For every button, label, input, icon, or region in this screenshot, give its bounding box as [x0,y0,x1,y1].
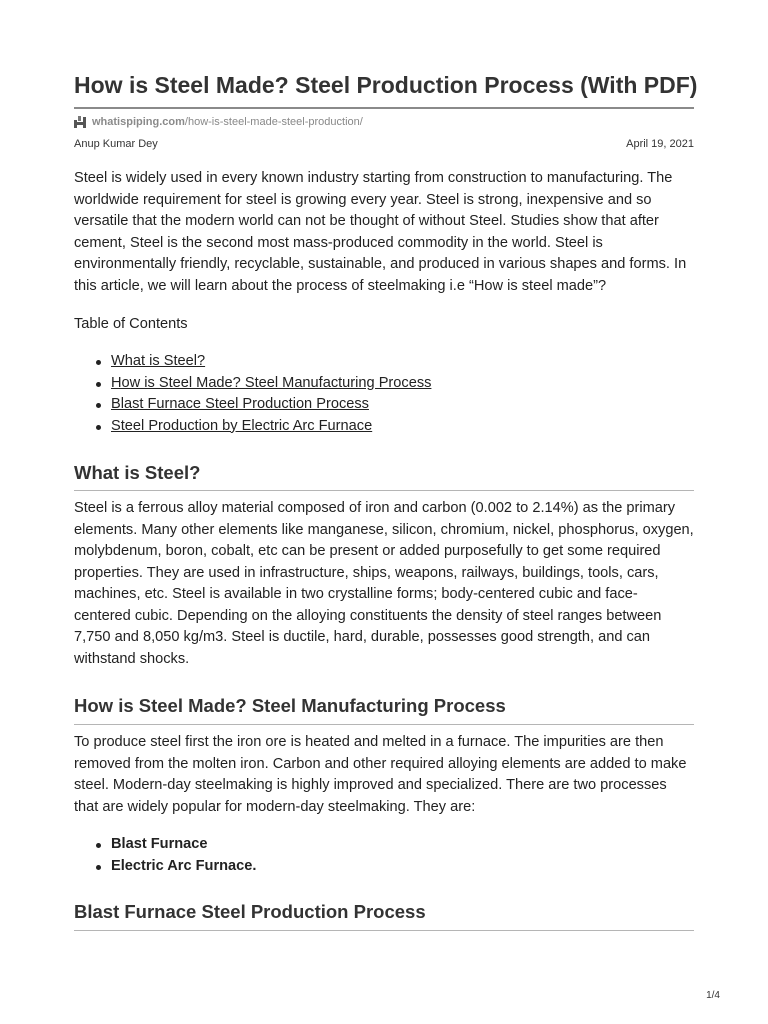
toc-link-manufacturing-process[interactable]: How is Steel Made? Steel Manufacturing Process [111,374,432,391]
toc-item [111,416,431,438]
intro-paragraph: Steel is widely used in every known industry starting from construction to manufacturing. The worldwide requirement for steel is growing every year. Steel is strong, inexpensive and so versatile that the modern world can not be thought of without Steel. Studies show that after cement, Steel is the second most mass-produced commodity in the world. Steel is environmentally friendly, recyclable, sustainable, and produced in various shapes and forms. In this article, we will learn about the process of steelmaking i.e “How is steel made”? [74,170,687,294]
article-meta [74,138,694,154]
toc-item [111,351,431,373]
article-title: How is Steel Made? Steel Production Process (With PDF) [74,72,698,98]
source-path: /how-is-steel-made-steel-production/ [184,116,363,128]
section-divider [74,930,694,931]
source-domain-link[interactable]: whatispiping.com [92,116,185,128]
publish-date: April 19, 2021 [626,138,694,150]
table-of-contents [74,351,431,437]
toc-item [111,394,431,416]
toc-link-electric-arc-furnace[interactable]: Steel Production by Electric Arc Furnace [111,417,373,434]
list-item: Blast Furnace [111,834,256,856]
furnace-list [74,834,256,877]
section-heading-manufacturing-process: How is Steel Made? Steel Manufacturing Process [74,695,506,716]
section-divider [74,724,694,725]
section-body-what-is-steel: Steel is a ferrous alloy material composed of iron and carbon (0.002 to 2.14%) as the primary elements. Many other elements like manganese, silicon, chromium, nickel, phosphorus, oxygen, molybdenum, boron, cobalt, etc can be present or added purposefully to get some required properties. They are used in infrastructure, ships, weapons, railways, buildings, tools, cars, machines, etc. Steel is available in two crystalline forms; body-centered cubic and face-centered cubic. Depending on the alloying constituents the density of steel ranges between 7,750 and 8,050 kg/m3. Steel is ductile, hard, durable, possesses good strength, and can withstand shocks. [74,500,694,667]
page-number: 1/4 [706,990,720,1001]
section-body-manufacturing-process: To produce steel first the iron ore is heated and melted in a furnace. The impurities are then removed from the molten iron. Carbon and other required alloying elements are added to make steel. Modern-day steelmaking is highly improved and specialized. There are two processes that are widely popular for modern-day steelmaking. They are: [74,734,687,815]
section-heading-what-is-steel: What is Steel? [74,462,201,483]
source-line [74,113,363,131]
site-logo-icon [74,115,88,129]
section-heading-blast-furnace: Blast Furnace Steel Production Process [74,901,426,922]
toc-link-blast-furnace[interactable]: Blast Furnace Steel Production Process [111,396,369,412]
section-divider [74,490,694,491]
toc-link-what-is-steel[interactable]: What is Steel? [111,353,206,369]
list-item: Electric Arc Furnace. [111,856,256,878]
toc-title: Table of Contents [74,316,188,332]
toc-item [111,373,431,395]
title-divider [74,107,694,109]
author-name: Anup Kumar Dey [74,138,158,150]
